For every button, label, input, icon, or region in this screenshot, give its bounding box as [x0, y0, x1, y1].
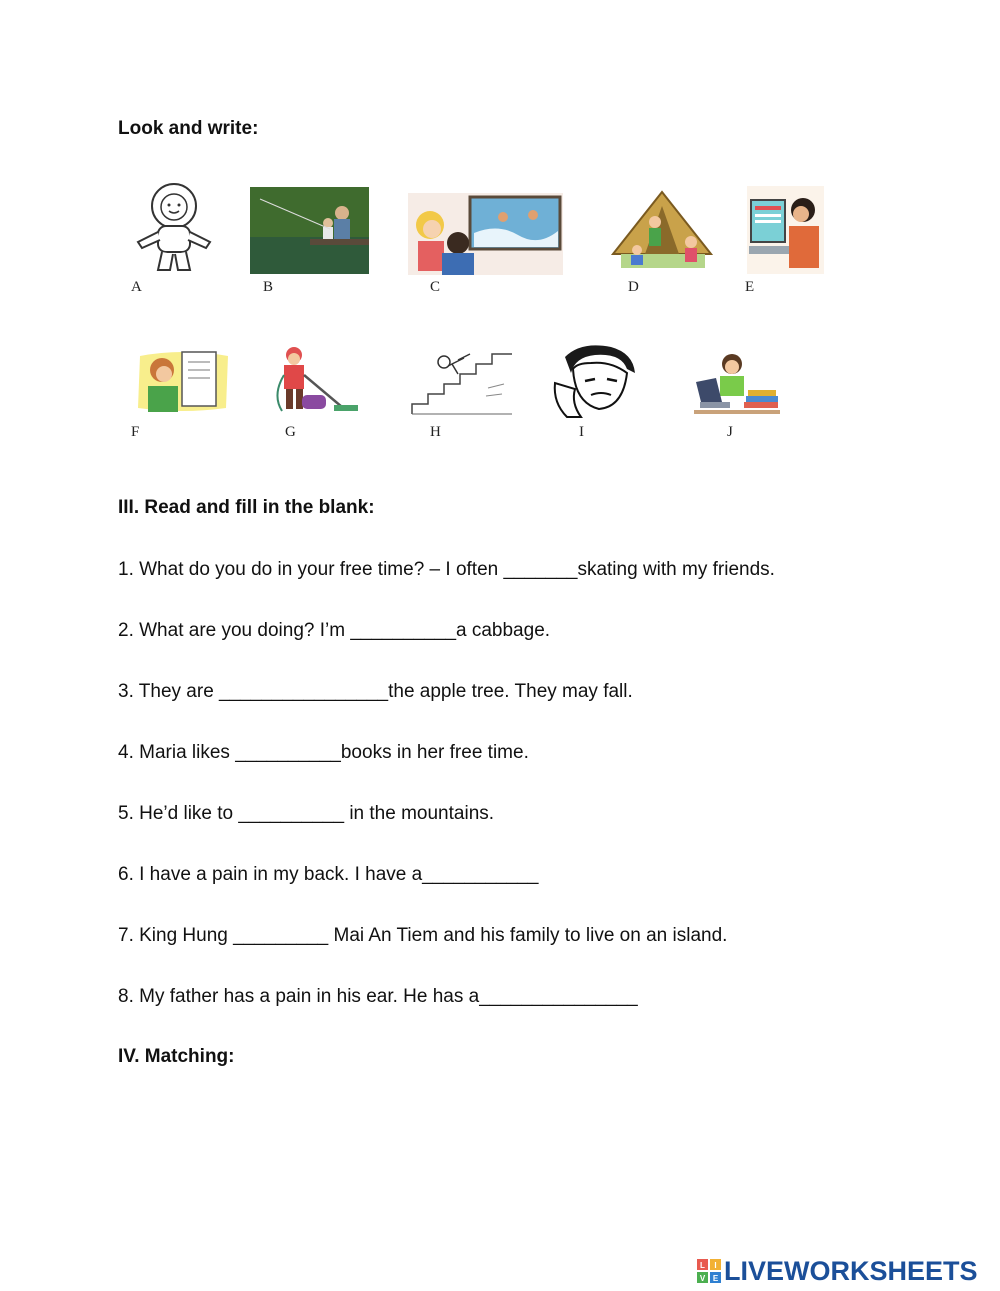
matching-heading: IV. Matching: — [118, 1046, 235, 1067]
read-and-fill-heading: III. Read and fill in the blank: — [118, 497, 375, 518]
question-2: 2. What are you doing? I’m __________a cabbage. — [118, 620, 551, 641]
question-3: 3. They are ________________the apple tree. They may fall. — [118, 681, 633, 702]
studying-laptop-icon — [694, 352, 780, 416]
question-6: 6. I have a pain in my back. I have a___________ — [118, 864, 539, 885]
vacuuming-icon — [272, 345, 362, 419]
falling-stairs-icon — [408, 348, 515, 418]
vacuuming-picture — [272, 345, 362, 419]
astronaut-icon — [128, 180, 220, 275]
picture-letter: J — [727, 424, 733, 440]
headache-icon — [551, 343, 641, 418]
logo-letter: E — [712, 1274, 719, 1283]
picture-letter: C — [430, 279, 441, 295]
liveworksheets-wordmark: LIVEWORKSHEETS — [724, 1255, 978, 1286]
drawing-icon — [132, 348, 232, 414]
computer-icon — [747, 186, 824, 274]
look-and-write-heading: Look and write: — [118, 118, 259, 139]
question-5: 5. He’d like to __________ in the mountains. — [118, 803, 495, 824]
falling-stairs-picture — [408, 348, 515, 418]
fishing-icon — [250, 187, 369, 274]
watching-tv-picture — [408, 193, 563, 275]
picture-letter: E — [745, 279, 755, 295]
liveworksheets-logo-icon — [697, 1259, 721, 1283]
logo-letter: L — [700, 1261, 705, 1270]
question-7: 7. King Hung _________ Mai An Tiem and his family to live on an island. — [118, 925, 728, 946]
picture-letter: H — [430, 424, 441, 440]
question-1: 1. What do you do in your free time? – I often _______skating with my friends. — [118, 559, 775, 580]
picture-letter: B — [263, 279, 274, 295]
logo-letter: V — [699, 1274, 706, 1283]
astronaut-picture — [128, 180, 220, 275]
picture-letter: A — [131, 279, 142, 295]
liveworksheets-brand[interactable] — [697, 1255, 978, 1287]
question-4: 4. Maria likes __________books in her free time. — [118, 742, 529, 763]
drawing-picture — [132, 348, 232, 414]
fishing-picture — [250, 187, 369, 274]
studying-laptop-picture — [694, 352, 780, 416]
watching-tv-icon — [408, 193, 563, 275]
question-8: 8. My father has a pain in his ear. He has a_______________ — [118, 986, 638, 1007]
picture-letter: G — [285, 424, 296, 440]
camping-icon — [607, 188, 717, 274]
picture-letter: D — [628, 279, 639, 295]
headache-picture — [551, 343, 641, 418]
computer-picture — [747, 186, 824, 274]
logo-letter: I — [714, 1261, 717, 1270]
camping-picture — [607, 188, 717, 274]
picture-letter: I — [579, 424, 584, 440]
picture-letter: F — [131, 424, 140, 440]
